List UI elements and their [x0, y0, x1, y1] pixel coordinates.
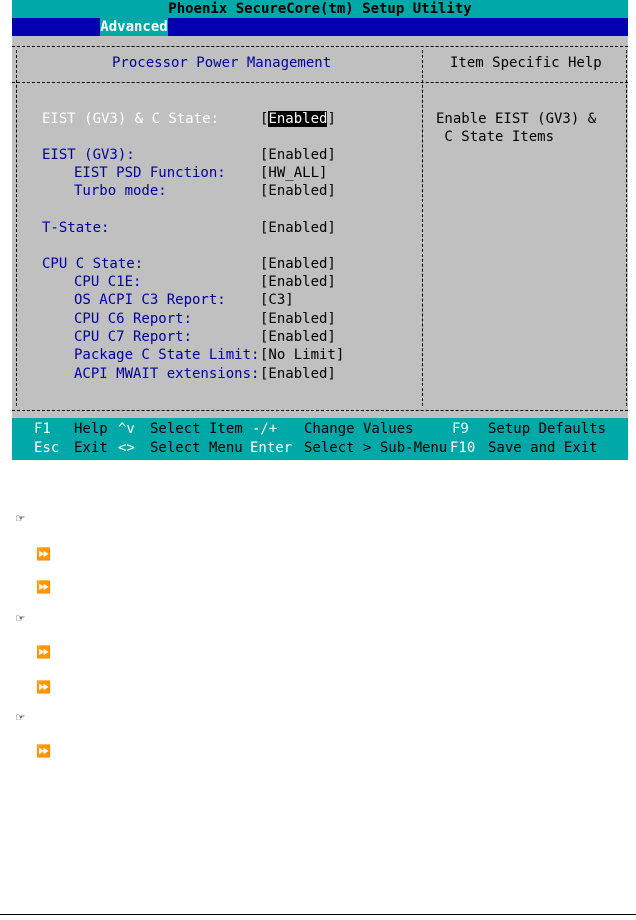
help-header: Item Specific Help	[450, 55, 602, 71]
frame-header-line	[12, 82, 628, 83]
frame-divider	[422, 50, 423, 406]
footer-desc-sub-menu: Select > Sub-Menu	[304, 440, 448, 456]
item-value-eist-c-state[interactable]: [Enabled]	[260, 111, 336, 127]
panel-header: Processor Power Management	[112, 55, 332, 71]
item-label-package-c-limit[interactable]: Package C State Limit:	[74, 347, 260, 363]
footer-key-f9[interactable]: F9	[452, 421, 469, 437]
frame-top-line	[12, 46, 628, 47]
item-label-eist-gv3[interactable]: EIST (GV3):	[42, 147, 135, 163]
item-label-os-acpi-c3[interactable]: OS ACPI C3 Report:	[74, 292, 226, 308]
page-footer-rule	[0, 914, 636, 915]
item-value-package-c-limit[interactable]: [No Limit]	[260, 347, 345, 363]
item-label-eist-psd[interactable]: EIST PSD Function:	[74, 165, 226, 181]
footer-desc-select-menu: Select Menu	[150, 440, 243, 456]
item-value-eist-psd[interactable]: [HW_ALL]	[260, 165, 328, 181]
footer-desc-help: Help	[74, 421, 108, 437]
footer-key-enter[interactable]: Enter	[250, 440, 293, 456]
item-value-cpu-c-state[interactable]: [Enabled]	[260, 256, 336, 272]
footer-key-esc[interactable]: Esc	[34, 440, 60, 456]
item-label-acpi-mwait[interactable]: ACPI MWAIT extensions:	[74, 366, 260, 382]
frame-right-border	[626, 50, 627, 406]
frame-left-border	[16, 50, 17, 406]
footer-desc-change-values: Change Values	[304, 421, 414, 437]
item-value-turbo-mode[interactable]: [Enabled]	[260, 183, 336, 199]
double-arrow-icon: ⏩	[36, 680, 51, 694]
footer-desc-exit: Exit	[74, 440, 108, 456]
double-arrow-icon: ⏩	[36, 580, 51, 594]
footer-desc-select-item: Select Item	[150, 421, 243, 437]
menu-advanced[interactable]: Advanced	[100, 19, 168, 35]
item-label-t-state[interactable]: T-State:	[42, 220, 110, 236]
menu-bar	[12, 18, 628, 36]
item-label-cpu-c-state[interactable]: CPU C State:	[42, 256, 144, 272]
double-arrow-icon: ⏩	[36, 645, 51, 659]
item-value-cpu-c7[interactable]: [Enabled]	[260, 329, 336, 345]
item-label-turbo-mode[interactable]: Turbo mode:	[74, 183, 167, 199]
footer-key-f1[interactable]: F1	[34, 421, 51, 437]
item-value-eist-gv3[interactable]: [Enabled]	[260, 147, 336, 163]
item-value-cpu-c1e[interactable]: [Enabled]	[260, 274, 336, 290]
item-label-eist-c-state[interactable]: EIST (GV3) & C State:	[42, 111, 220, 127]
item-label-cpu-c6[interactable]: CPU C6 Report:	[74, 311, 193, 327]
footer-key-f10[interactable]: F10	[450, 440, 476, 456]
footer-key-updown[interactable]: ^v	[118, 421, 135, 437]
selected-value-highlight[interactable]: Enabled	[268, 111, 328, 127]
bios-screen	[12, 0, 628, 460]
item-value-cpu-c6[interactable]: [Enabled]	[260, 311, 336, 327]
app-title: Phoenix SecureCore(tm) Setup Utility	[12, 0, 628, 18]
item-value-t-state[interactable]: [Enabled]	[260, 220, 336, 236]
footer-key-bar	[12, 418, 628, 460]
pointing-hand-icon: ☞	[16, 611, 25, 627]
double-arrow-icon: ⏩	[36, 547, 51, 561]
help-text-line-1: Enable EIST (GV3) &	[436, 111, 597, 127]
item-label-cpu-c7[interactable]: CPU C7 Report:	[74, 329, 193, 345]
footer-desc-save-exit: Save and Exit	[488, 440, 598, 456]
pointing-hand-icon: ☞	[16, 511, 25, 527]
item-label-cpu-c1e[interactable]: CPU C1E:	[74, 274, 142, 290]
pointing-hand-icon: ☞	[16, 710, 25, 726]
help-text-line-2: C State Items	[436, 129, 555, 145]
footer-key-leftright[interactable]: <>	[118, 440, 135, 456]
item-value-os-acpi-c3[interactable]: [C3]	[260, 292, 294, 308]
double-arrow-icon: ⏩	[36, 744, 51, 758]
footer-key-plusminus[interactable]: -/+	[252, 421, 278, 437]
item-value-acpi-mwait[interactable]: [Enabled]	[260, 366, 336, 382]
frame-bottom-line	[12, 410, 628, 411]
footer-desc-setup-defaults: Setup Defaults	[488, 421, 607, 437]
